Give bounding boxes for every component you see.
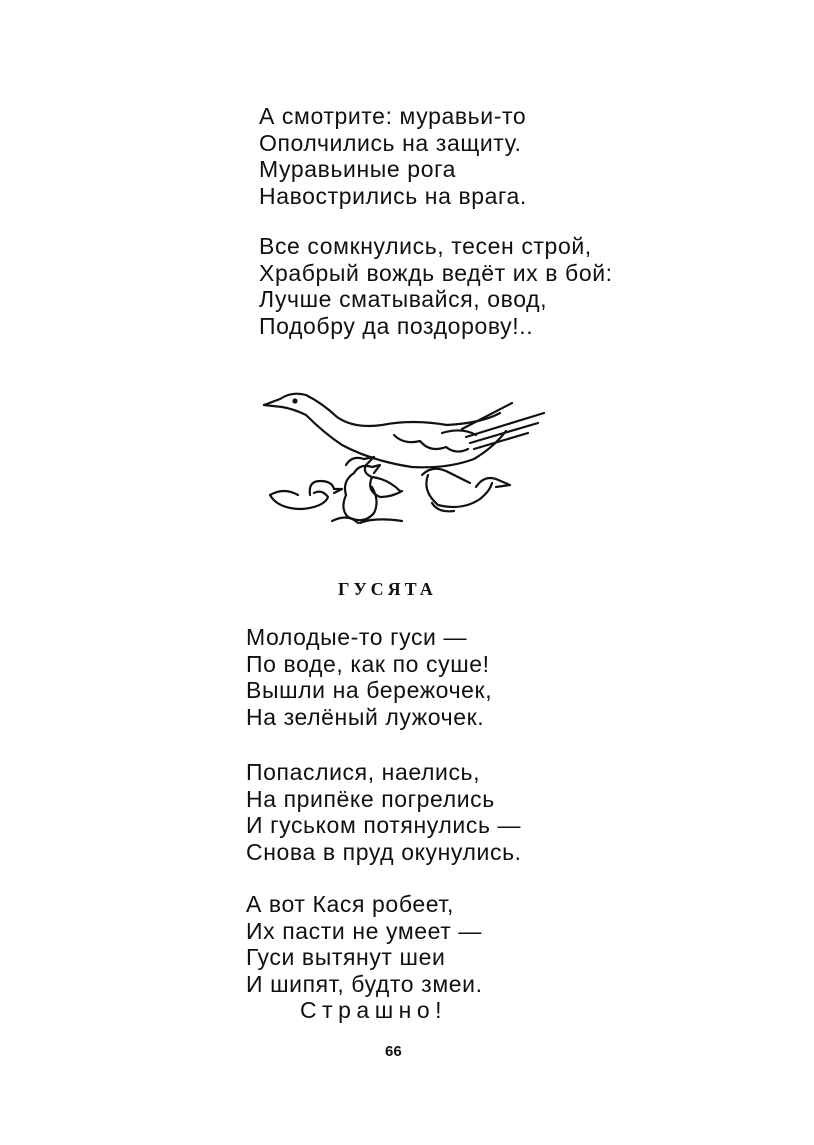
poem-line: Все сомкнулись, тесен строй, (259, 233, 592, 259)
page-number: 66 (385, 1043, 402, 1060)
stanza (246, 759, 522, 865)
poem-line: Попаслися, наелись, (246, 759, 481, 785)
poem-line: А вот Кася робеет, (246, 891, 454, 917)
stanza (259, 233, 613, 339)
poem-line: И гуськом потянулись — (246, 812, 522, 838)
geese-with-goslings-icon (262, 383, 552, 543)
poem-line: По воде, как по суше! (246, 650, 490, 677)
stanza (259, 103, 527, 209)
poem-line: На припёке погрелись (246, 785, 495, 812)
poem-line: Снова в пруд окунулись. (246, 838, 522, 865)
poem-line: Храбрый вождь ведёт их в бой: (259, 259, 613, 286)
poem-line: На зелёный лужочек. (246, 703, 485, 730)
poem-line: Лучше сматывайся, овод, (259, 286, 548, 312)
poem-line: Ополчились на защиту. (259, 129, 522, 156)
poem-title: ГУСЯТА (338, 579, 437, 599)
stanza (246, 624, 492, 730)
poem-line: И шипят, будто змеи. (246, 970, 483, 997)
poem-line: Молодые-то гуси — (246, 624, 468, 650)
poem-line: Вышли на бережочек, (246, 677, 493, 703)
poem-line: Подобру да поздорову!.. (259, 312, 534, 339)
stanza (246, 891, 483, 1024)
closing-word: Страшно! (300, 997, 448, 1023)
poem-line: Навострились на врага. (259, 182, 527, 209)
poem-line: А смотрите: муравьи-то (259, 103, 527, 129)
poem-line: Гуси вытянут шеи (246, 944, 446, 970)
poem-line: Муравьиные рога (259, 156, 456, 182)
poem-line: Их пасти не умеет — (246, 917, 483, 944)
